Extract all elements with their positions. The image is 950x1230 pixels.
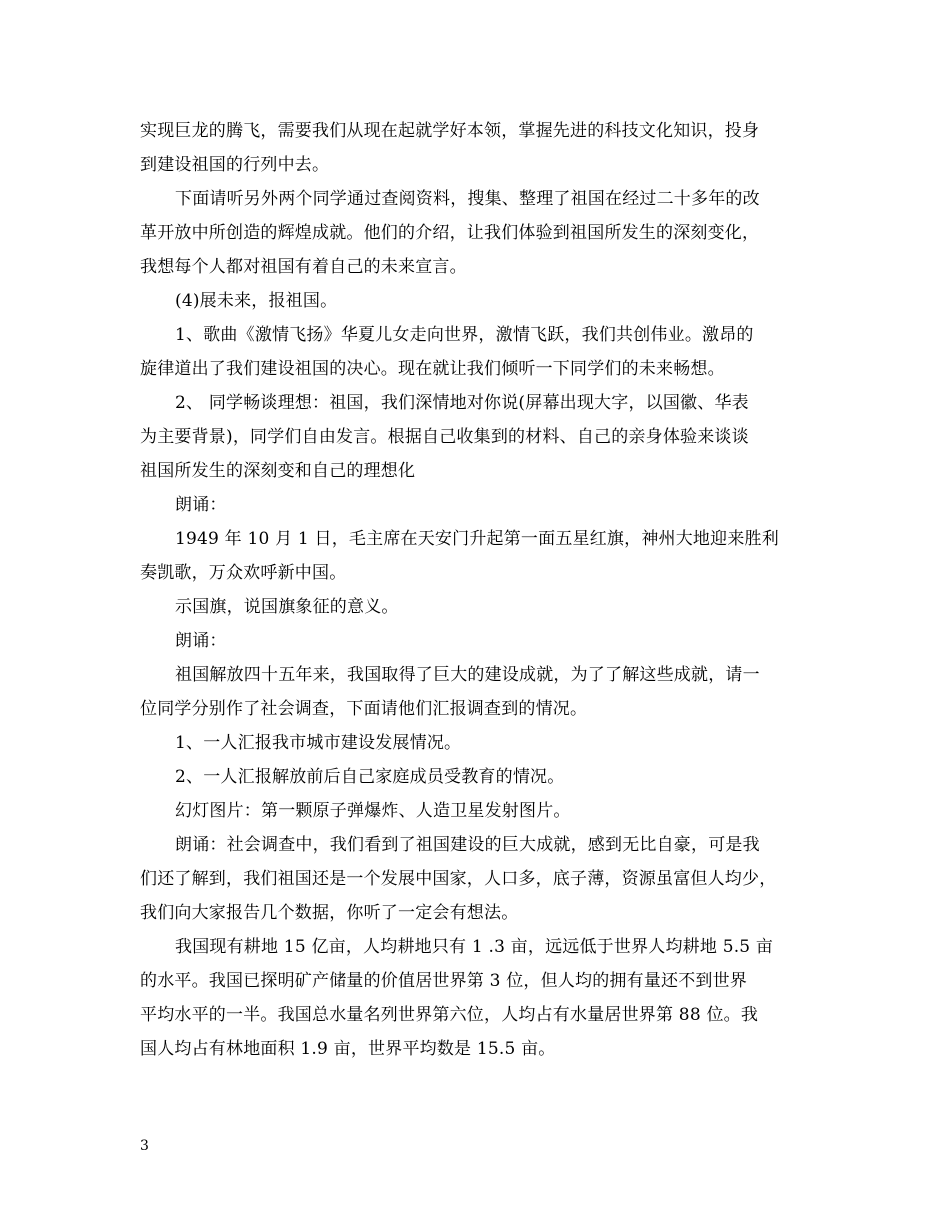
text-line: 朗诵： (175, 495, 227, 515)
text-line: 旋律道出了我们建设祖国的决心。现在就让我们倾听一下同学们的未来畅想。 (140, 359, 725, 379)
text-line: 位同学分别作了社会调查，下面请他们汇报调查到的情况。 (140, 699, 588, 719)
text-line: (4)展未来，报祖国。 (175, 291, 338, 311)
text-line: 我们向大家报告几个数据，你听了一定会有想法。 (140, 903, 519, 923)
text-line: 我国现有耕地 15 亿亩，人均耕地只有 1 .3 亩，远远低于世界人均耕地 5.5 亩 (175, 937, 774, 957)
text-line: 奏凯歌，万众欢呼新中国。 (140, 563, 347, 583)
text-line: 平均水平的一半。我国总水量名列世界第六位，人均占有水量居世界第 88 位。我 (140, 1005, 759, 1025)
text-line: 为主要背景)，同学们自由发言。根据自己收集到的材料、自己的亲身体验来谈谈 (140, 427, 749, 447)
text-line: 朗诵： (175, 631, 227, 651)
text-line: 1、歌曲《激情飞扬》华夏儿女走向世界，激情飞跃，我们共创伟业。激昂的 (175, 325, 754, 345)
text-line: 1、一人汇报我市城市建设发展情况。 (175, 733, 462, 753)
text-line: 我想每个人都对祖国有着自己的未来宣言。 (140, 257, 467, 277)
text-line: 实现巨龙的腾飞，需要我们从现在起就学好本领，掌握先进的科技文化知识，投身 (140, 121, 760, 141)
text-line: 1949 年 10 月 1 日，毛主席在天安门升起第一面五星红旗，神州大地迎来胜利 (175, 529, 779, 549)
text-line: 示国旗，说国旗象征的意义。 (175, 597, 399, 617)
document-body (140, 114, 810, 1066)
text-line: 祖国所发生的深刻变和自己的理想化 (140, 461, 416, 481)
text-line: 到建设祖国的行列中去。 (140, 155, 330, 175)
text-line: 祖国解放四十五年来，我国取得了巨大的建设成就，为了了解这些成就，请一 (175, 665, 760, 685)
text-line: 国人均占有林地面积 1.9 亩，世界平均数是 15.5 亩。 (140, 1039, 556, 1059)
text-line: 幻灯图片：第一颗原子弹爆炸、人造卫星发射图片。 (175, 801, 571, 821)
page-number: 3 (140, 1138, 149, 1154)
text-line: 2、 同学畅谈理想：祖国，我们深情地对你说(屏幕出现大字，以国徽、华表 (175, 393, 749, 413)
text-line: 朗诵：社会调查中，我们看到了祖国建设的巨大成就，感到无比自豪，可是我 (175, 835, 760, 855)
text-line: 们还了解到，我们祖国还是一个发展中国家，人口多，底子薄，资源虽富但人均少， (140, 869, 777, 889)
text-line: 革开放中所创造的辉煌成就。他们的介绍，让我们体验到祖国所发生的深刻变化， (140, 223, 760, 243)
text-line: 的水平。我国已探明矿产储量的价值居世界第 3 位，但人均的拥有量还不到世界 (140, 971, 748, 991)
text-line: 2、一人汇报解放前后自己家庭成员受教育的情况。 (175, 767, 565, 787)
text-line: 下面请听另外两个同学通过查阅资料，搜集、整理了祖国在经过二十多年的改 (175, 189, 760, 209)
